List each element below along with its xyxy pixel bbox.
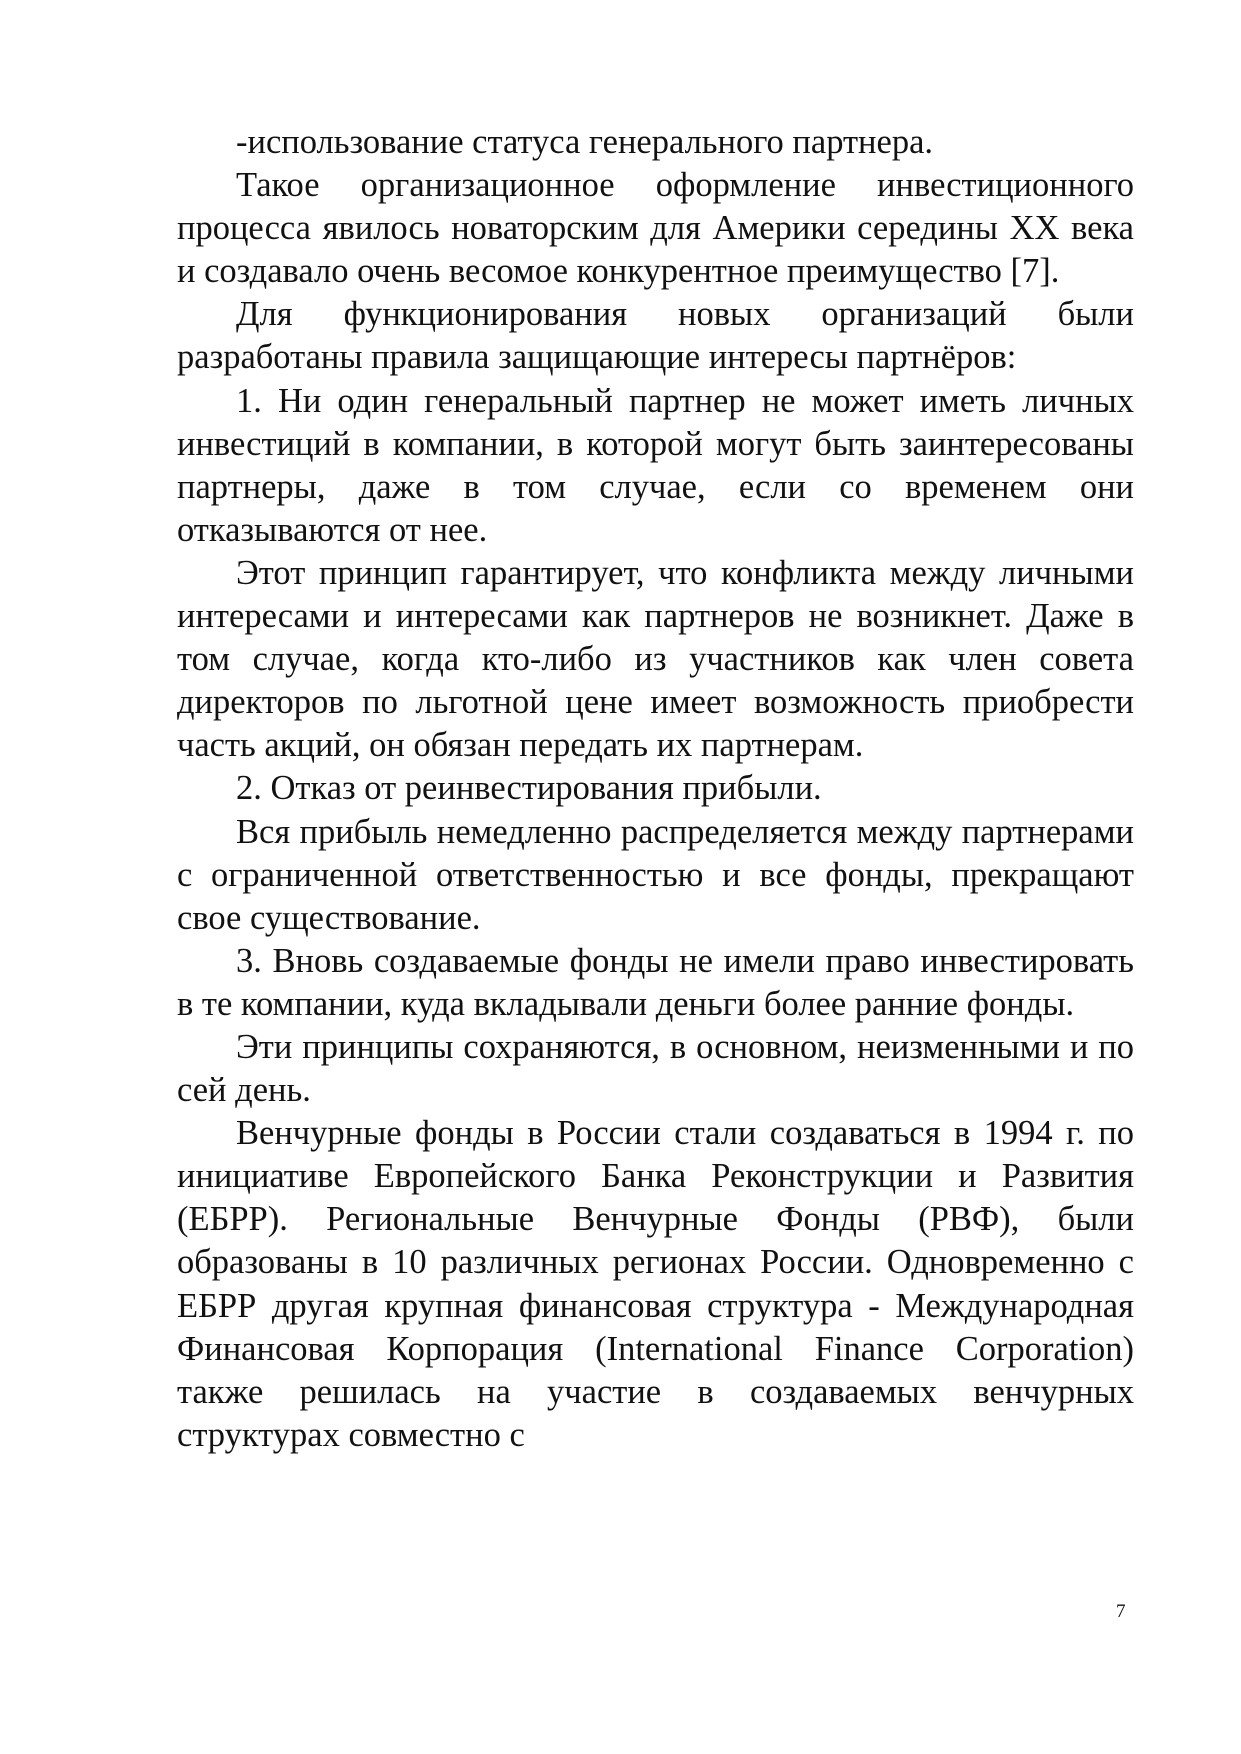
paragraph-conflict-principle: Этот принцип гарантирует, что конфликта между личными интересами и интересами как партнеров не возникнет. Даже в том случае, когда кто-либо из участников как член совета директоров по льготной цене имеет возможность приобрести часть акций, он обязан передать их партнерам. (177, 553, 1134, 765)
body-text (177, 121, 1134, 1457)
paragraph-general-partner-status: -использование статуса генерального партнера. (236, 123, 934, 161)
paragraph-principles-persist: Эти принципы сохраняются, в основном, неизменными и по сей день. (177, 1027, 1134, 1110)
paragraph-profit-distribution: Вся прибыль немедленно распределяется между партнерами с ограниченной ответственностью и все фонды, прекращают свое существование. (177, 812, 1134, 937)
paragraph-organizational-design: Такое организационное оформление инвестиционного процесса явилось новаторским для Америки середины XX века и создавало очень весомое конкурентное преимущество [7]. (177, 166, 1134, 291)
paragraph-rule-2: 2. Отказ от реинвестирования прибыли. (236, 769, 822, 808)
page-number: 7 (1116, 1601, 1126, 1622)
paragraph-rule-3: 3. Вновь создаваемые фонды не имели право инвестировать в те компании, куда вкладывали деньги более ранние фонды. (177, 941, 1134, 1023)
paragraph-russia-venture-funds: Венчурные фонды в России стали создаваться в 1994 г. по инициативе Европейского Банка Реконструкции и Развития (ЕБРР). Региональные Венчурные Фонды (РВФ), были образованы в 10 различных регионах России. Одновременно с ЕБРР другая крупная финансовая структура - Международная Финансовая Корпорация (International Finance Corporation) также решилась на участие в создаваемых венчурных структурах совместно с (177, 1114, 1134, 1454)
paragraph-partner-rules-intro: Для функционирования новых организаций были разработаны правила защищающие интересы партнёров: (177, 295, 1134, 377)
paragraph-rule-1: 1. Ни один генеральный партнер не может иметь личных инвестиций в компании, в которой могут быть заинтересованы партнеры, даже в том случае, если со временем они отказываются от нее. (177, 381, 1134, 549)
